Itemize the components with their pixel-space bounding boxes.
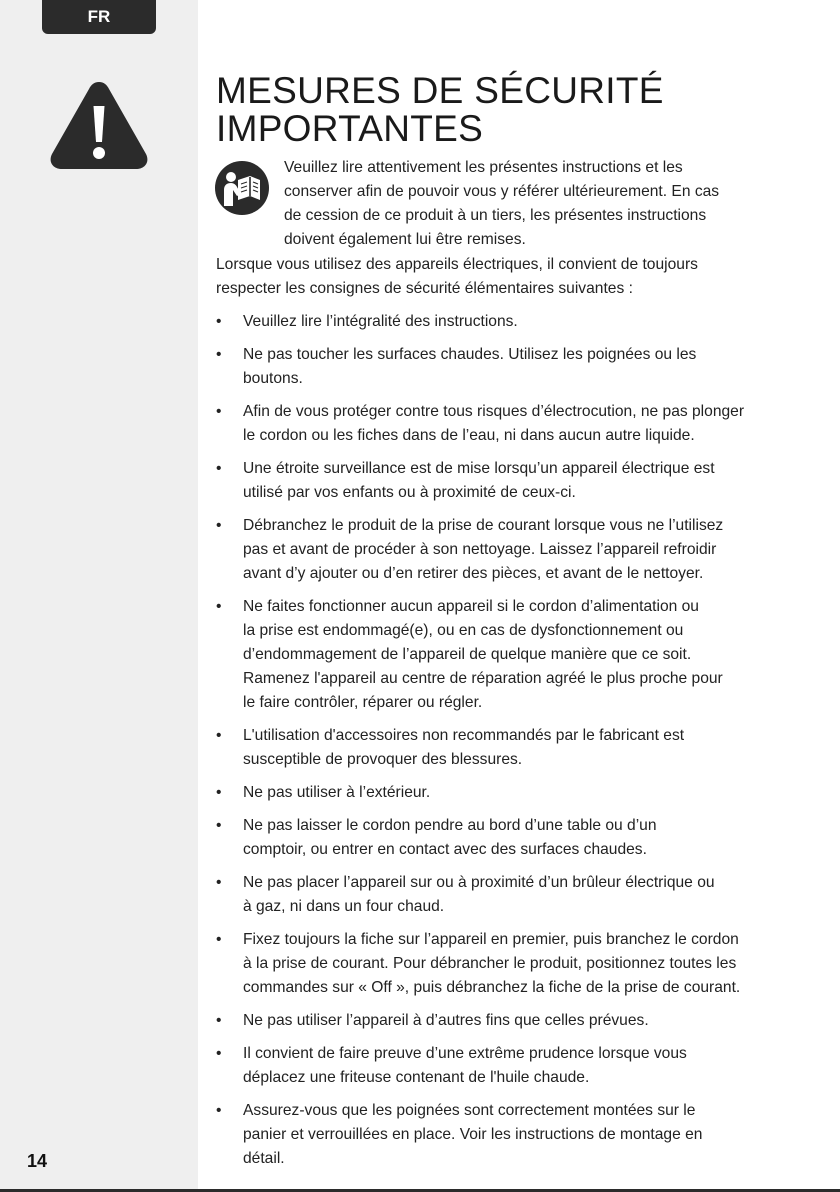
list-item [216,871,786,919]
list-item-text: Ne pas placer l’appareil sur ou à proximité d’un brûleur électrique ou à gaz, ni dans un four chaud. [243,874,715,915]
intro-paragraph: Lorsque vous utilisez des appareils électriques, il convient de toujours respecter les consignes de sécurité élémentaires suivantes : [216,256,698,297]
bullet-icon: • [216,931,222,948]
bullet-icon: • [216,817,222,834]
read-instructions-notice [216,156,786,248]
sidebar [0,0,198,1189]
list-item-text: Ne pas utiliser l’appareil à d’autres fins que celles prévues. [243,1012,649,1029]
bullet-icon: • [216,784,222,801]
list-item [216,1099,786,1171]
list-item-text: Veuillez lire l’intégralité des instructions. [243,313,518,330]
list-item [216,724,786,772]
bullet-icon: • [216,1045,222,1062]
notice-text: Veuillez lire attentivement les présentes instructions et les conserver afin de pouvoir vous y référer ultérieurement. En cas de cession de ce produit à un tiers, les présentes instructions doivent également lui être remises. [284,159,720,248]
bullet-icon: • [216,346,222,363]
list-item-text: Ne pas utiliser à l’extérieur. [243,784,431,801]
main-content [216,72,786,1180]
safety-rules-list [216,310,786,1171]
list-item-text: Ne faites fonctionner aucun appareil si le cordon d’alimentation ou la prise est endommagé(e), ou en cas de dysfonctionnement ou d’endommagement de l’appareil de quelque manière que ce soit. Ramenez l'appareil au centre de réparation agréé le plus proche pour le faire contrôler, réparer ou régler. [243,598,723,711]
bullet-icon: • [216,727,222,744]
list-item [216,814,786,862]
language-tab: FR [42,0,156,34]
list-item-text: Débranchez le produit de la prise de courant lorsque vous ne l’utilisez pas et avant de procéder à son nettoyage. Laissez l’appareil refroidir avant d’y ajouter ou d’en retirer des pièces, et avant de le nettoyer. [243,517,724,582]
title-line-1: MESURES DE SÉCURITÉ [216,70,664,111]
warning-triangle-icon [46,76,152,172]
bullet-icon: • [216,1102,222,1119]
list-item-text: Une étroite surveillance est de mise lorsqu’un appareil électrique est utilisé par vos enfants ou à proximité de ceux-ci. [243,460,715,501]
list-item-text: Ne pas toucher les surfaces chaudes. Utilisez les poignées ou les boutons. [243,346,697,387]
list-item [216,514,786,586]
bullet-icon: • [216,403,222,420]
list-item-text: L'utilisation d'accessoires non recommandés par le fabricant est susceptible de provoquer des blessures. [243,727,685,768]
list-item-text: Il convient de faire preuve d’une extrême prudence lorsque vous déplacez une friteuse contenant de l'huile chaude. [243,1045,687,1086]
list-item-text: Ne pas laisser le cordon pendre au bord d’une table ou d’un comptoir, ou entrer en contact avec des surfaces chaudes. [243,817,657,858]
bullet-icon: • [216,460,222,477]
page-title [216,72,786,148]
bullet-icon: • [216,1012,222,1029]
list-item [216,343,786,391]
bullet-icon: • [216,517,222,534]
list-item-text: Assurez-vous que les poignées sont correctement montées sur le panier et verrouillées en place. Voir les instructions de montage en détail. [243,1102,703,1167]
list-item-text: Afin de vous protéger contre tous risques d’électrocution, ne pas plonger le cordon ou les fiches dans de l’eau, ni dans aucun autre liquide. [243,403,745,444]
list-item [216,595,786,715]
read-manual-icon [214,160,270,216]
list-item [216,781,786,805]
list-item [216,1042,786,1090]
bullet-icon: • [216,598,222,615]
list-item-text: Fixez toujours la fiche sur l’appareil en premier, puis branchez le cordon à la prise de courant. Pour débrancher le produit, positionnez toutes les commandes sur « Off », puis débranchez la fiche de la prise de courant. [243,931,741,996]
page-number: 14 [27,1151,48,1171]
list-item [216,457,786,505]
bullet-icon: • [216,313,222,330]
title-line-2: IMPORTANTES [216,108,484,149]
list-item [216,310,786,334]
list-item [216,928,786,1000]
list-item [216,1009,786,1033]
list-item [216,400,786,448]
bullet-icon: • [216,874,222,891]
